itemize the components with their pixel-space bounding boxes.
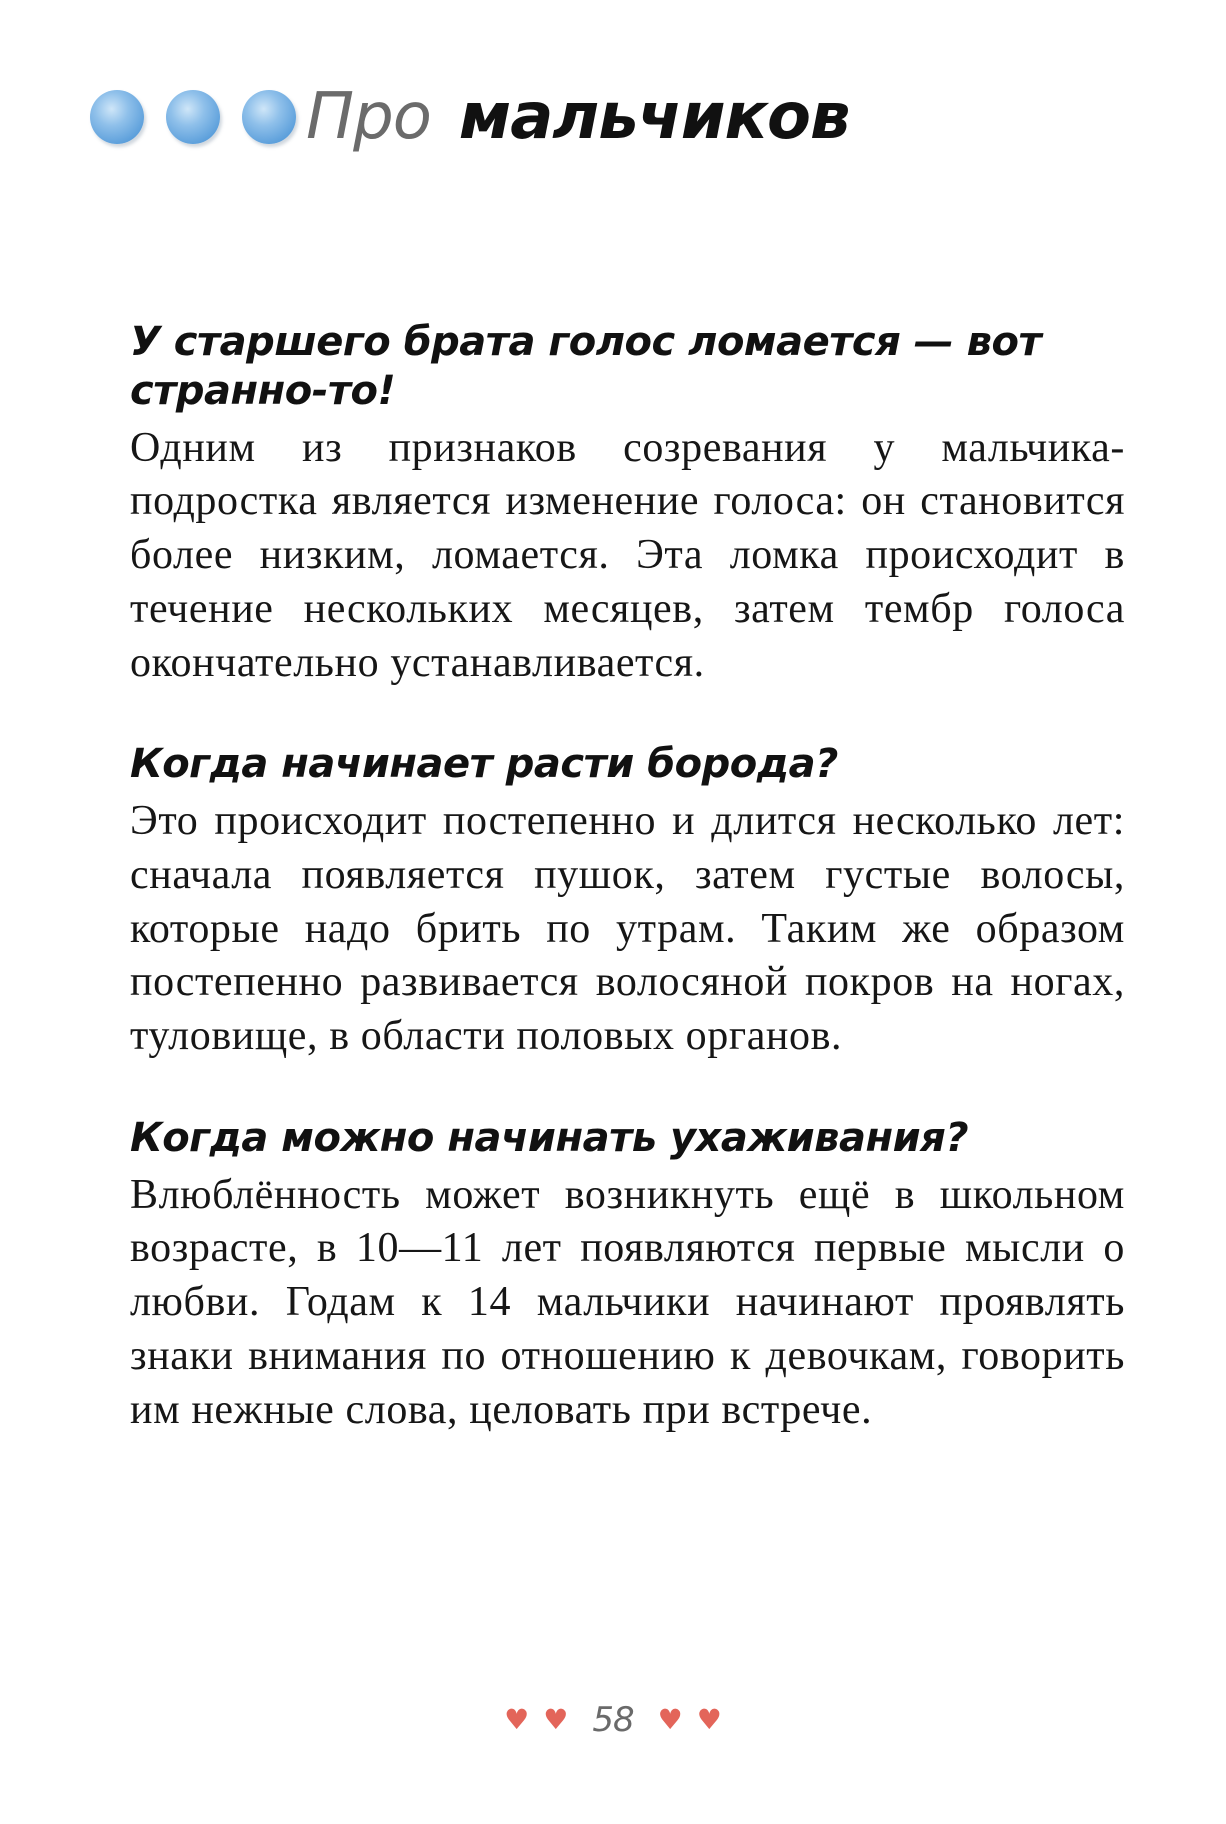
page-content <box>130 318 1125 1487</box>
heart-icon: ♥ <box>696 1703 722 1736</box>
qa-section-voice <box>130 318 1125 690</box>
section-heading: У старшего брата голос ломается — вот странно-то! <box>130 319 1042 414</box>
section-body: Влюблённость может возникнуть ещё в школьном возрасте, в 10—11 лет появляются первые мысли о любви. Годам к 14 мальчики начинают проявлять знаки внимания по отношению к девочкам, говорить им нежные слова, целовать при встрече. <box>130 1171 1125 1433</box>
section-body: Это происходит постепенно и длится несколько лет: сначала появляется пушок, затем густые волосы, которые надо брить по утрам. Таким же образом постепенно развивается волосяной покров на ногах, туловище, в области половых органов. <box>130 798 1125 1060</box>
chapter-title-main: мальчиков <box>458 80 850 154</box>
section-heading: Когда можно начинать ухаживания? <box>130 1114 969 1161</box>
qa-section-courtship <box>130 1114 1125 1438</box>
blue-dot-icon <box>166 90 220 144</box>
blue-dot-icon <box>90 90 144 144</box>
decorative-dots <box>90 90 296 144</box>
qa-section-beard <box>130 740 1125 1064</box>
heart-icon: ♥ <box>504 1703 530 1736</box>
section-heading: Когда начинает расти борода? <box>130 741 838 788</box>
chapter-title <box>306 80 850 154</box>
chapter-header <box>90 62 849 172</box>
heart-icon: ♥ <box>543 1703 569 1736</box>
chapter-title-prefix: Про <box>306 80 431 154</box>
blue-dot-icon <box>242 90 296 144</box>
page-footer <box>0 1700 1226 1740</box>
page-number: 58 <box>592 1700 634 1740</box>
heart-icon: ♥ <box>657 1703 683 1736</box>
section-body: Одним из признаков созревания у мальчика-подростка является изменение голоса: он становится более низким, ломается. Эта ломка происходит в течение нескольких месяцев, затем тембр голоса окончательно устанавливается. <box>130 424 1125 686</box>
